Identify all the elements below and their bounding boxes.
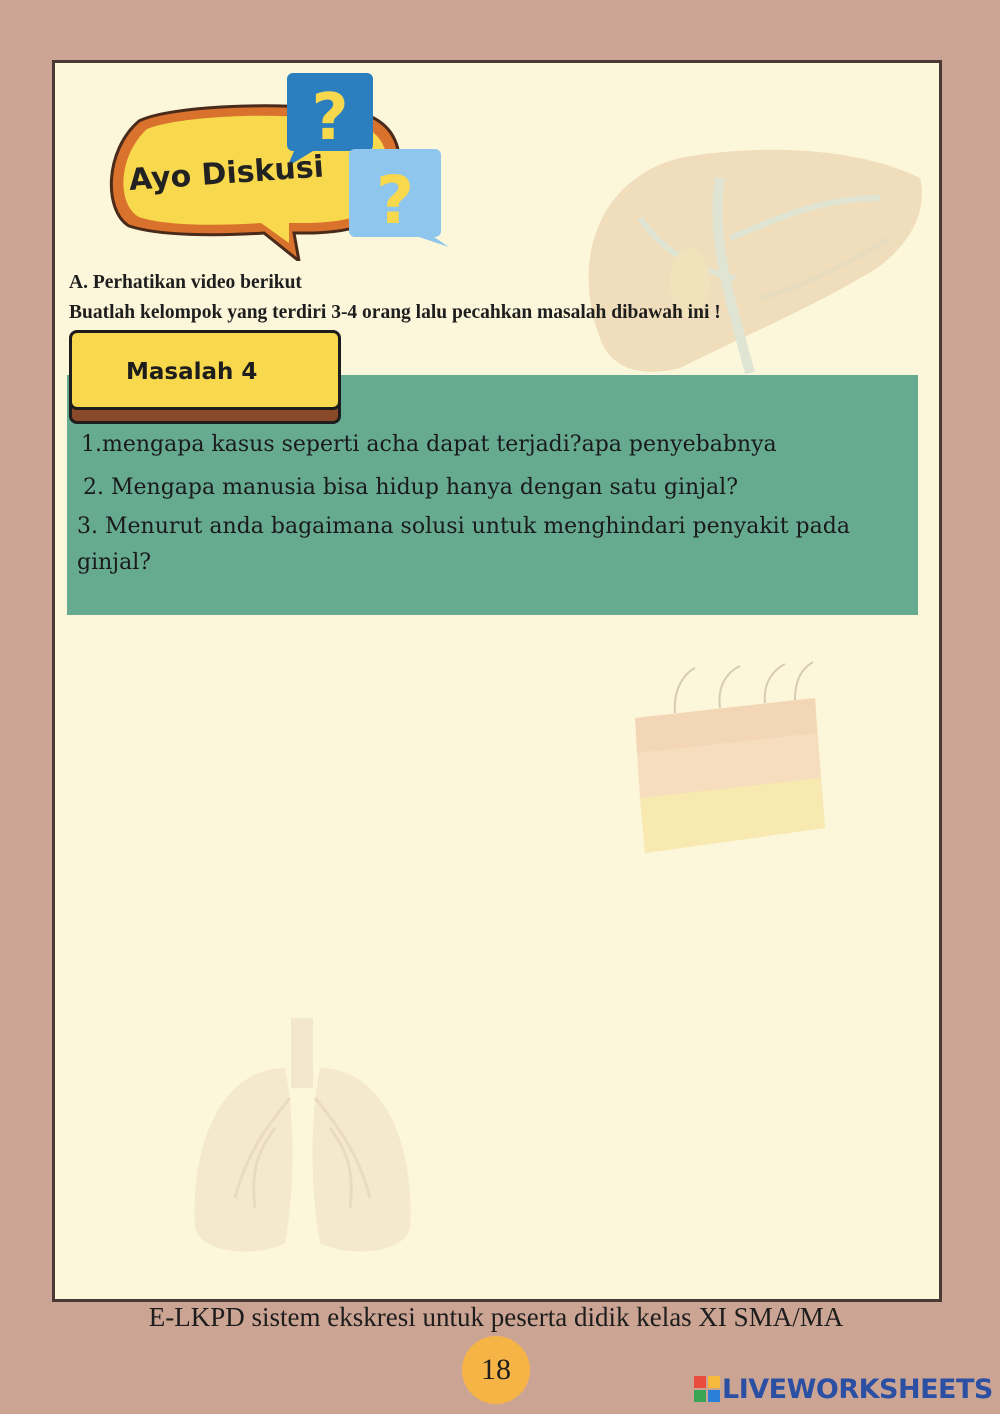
worksheet-page — [52, 60, 942, 1302]
problem-label: Masalah 4 — [126, 359, 258, 385]
instruction-line-1: A. Perhatikan video berikut — [69, 272, 302, 293]
question-2: 2. Mengapa manusia bisa hidup hanya dengan satu ginjal? — [83, 475, 738, 500]
lungs-illustration — [165, 1008, 445, 1268]
footer-caption: E-LKPD sistem ekskresi untuk peserta didik kelas XI SMA/MA — [148, 1302, 844, 1332]
liveworksheets-icon — [694, 1376, 720, 1402]
problem-label-badge — [69, 330, 341, 410]
svg-text:?: ? — [311, 81, 349, 155]
ayo-diskusi-title: Ayo Diskusi — [127, 149, 325, 198]
liveworksheets-logo[interactable] — [694, 1372, 993, 1406]
liveworksheets-wordmark: LIVEWORKSHEETS — [722, 1373, 993, 1405]
instruction-line-2: Buatlah kelompok yang terdiri 3-4 orang lalu pecahkan masalah dibawah ini ! — [69, 302, 721, 323]
page-number: 18 — [462, 1336, 530, 1404]
question-1: 1.mengapa kasus seperti acha dapat terjadi?apa penyebabnya — [81, 432, 777, 457]
question-icon-light — [349, 149, 449, 247]
liver-illustration — [560, 138, 930, 378]
question-3: 3. Menurut anda bagaimana solusi untuk menghindari penyakit pada ginjal? — [77, 514, 850, 575]
skin-layers-illustration — [545, 658, 905, 888]
svg-text:?: ? — [375, 162, 415, 239]
